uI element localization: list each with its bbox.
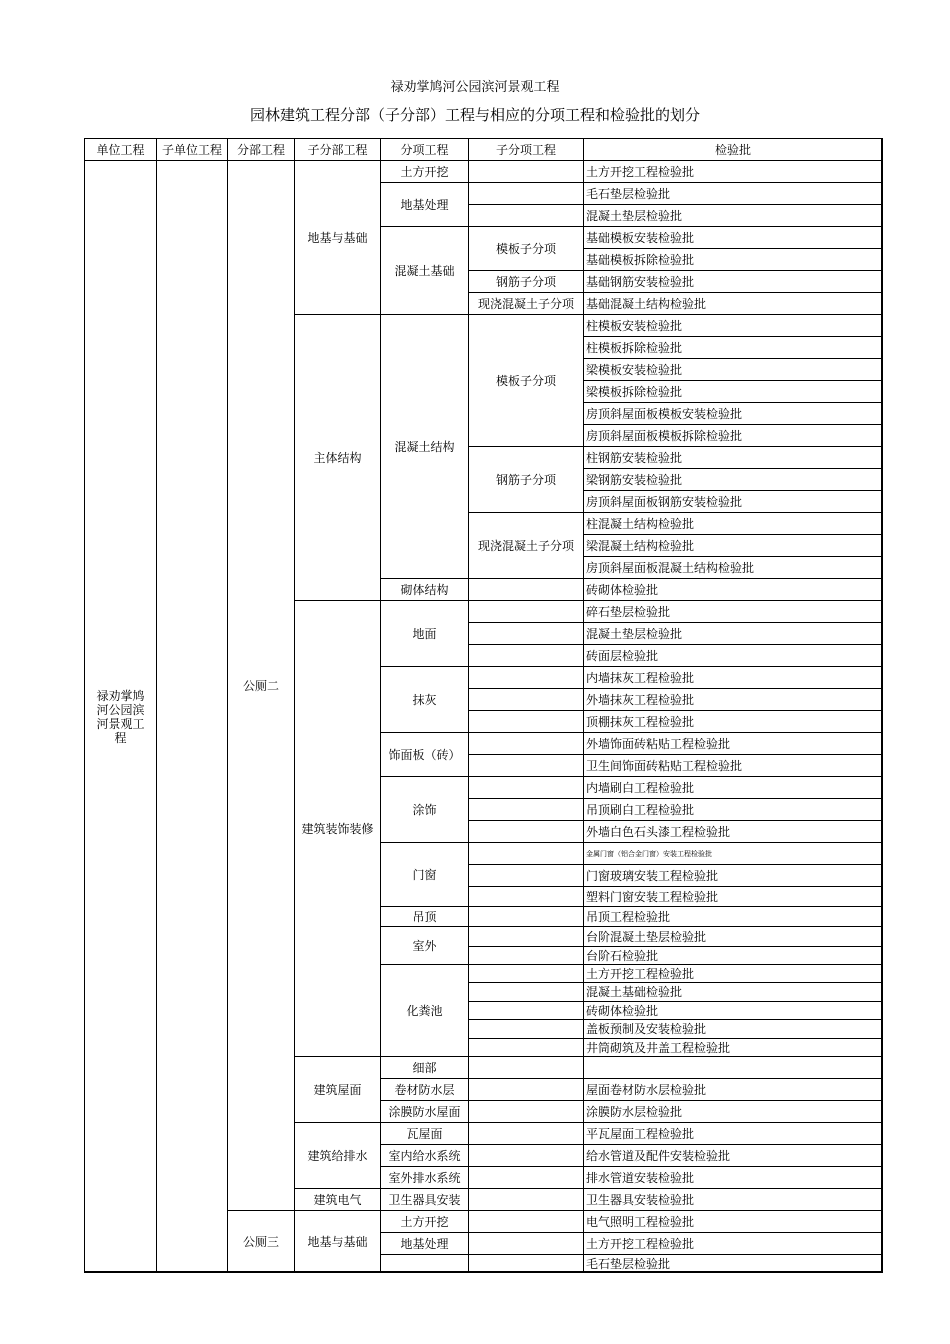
batch-cell: 土方开挖工程检验批 xyxy=(583,1232,883,1255)
item-cell: 室外 xyxy=(380,926,469,965)
division-cell: 公厕二 xyxy=(227,160,295,1211)
batch-cell: 卫生器具安装检验批 xyxy=(583,1188,883,1211)
item-cell: 地基处理 xyxy=(380,1232,469,1255)
header-unit: 单位工程 xyxy=(84,138,157,161)
subitem-cell: 钢筋子分项 xyxy=(468,446,584,513)
batch-cell: 屋面卷材防水层检验批 xyxy=(583,1078,883,1101)
subitem-cell xyxy=(468,982,584,1002)
header-subdivision: 子分部工程 xyxy=(294,138,381,161)
batch-cell: 盖板预制及安装检验批 xyxy=(583,1019,883,1039)
subitem-cell xyxy=(468,710,584,733)
item-cell: 饰面板（砖） xyxy=(380,732,469,777)
subitem-cell xyxy=(468,204,584,227)
batch-cell: 吊顶刷白工程检验批 xyxy=(583,798,883,821)
item-cell xyxy=(380,1254,469,1273)
subitem-cell xyxy=(468,886,584,907)
subitem-cell xyxy=(468,1210,584,1233)
item-cell: 卷材防水层 xyxy=(380,1078,469,1101)
item-cell: 抹灰 xyxy=(380,666,469,733)
subitem-cell xyxy=(468,864,584,887)
batch-cell: 台阶混凝土垫层检验批 xyxy=(583,926,883,947)
subitem-cell xyxy=(468,1254,584,1273)
item-cell: 土方开挖 xyxy=(380,160,469,183)
subitem-cell xyxy=(468,160,584,183)
batch-cell: 土方开挖工程检验批 xyxy=(583,160,883,183)
subitem-cell xyxy=(468,754,584,777)
batch-cell: 金属门窗（铝合金门窗）安装工程检验批 xyxy=(583,842,883,865)
batch-cell: 碎石垫层检验批 xyxy=(583,600,883,623)
subitem-cell xyxy=(468,926,584,947)
subitem-cell xyxy=(468,1038,584,1057)
subitem-cell xyxy=(468,1188,584,1211)
subitem-cell: 现浇混凝土子分项 xyxy=(468,512,584,579)
header-item: 分项工程 xyxy=(380,138,469,161)
batch-cell: 房顶斜屋面板钢筋安装检验批 xyxy=(583,490,883,513)
batch-cell: 房顶斜屋面板模板安装检验批 xyxy=(583,402,883,425)
subitem-cell xyxy=(468,666,584,689)
item-cell: 混凝土基础 xyxy=(380,226,469,315)
subitem-cell xyxy=(468,688,584,711)
batch-cell: 基础混凝土结构检验批 xyxy=(583,292,883,315)
subdivision-cell: 主体结构 xyxy=(294,314,381,601)
subitem-cell xyxy=(468,906,584,927)
subitem-cell: 模板子分项 xyxy=(468,314,584,447)
batch-cell: 柱模板拆除检验批 xyxy=(583,336,883,359)
batch-cell: 混凝土垫层检验批 xyxy=(583,622,883,645)
subitem-cell xyxy=(468,1100,584,1123)
subdivision-cell: 建筑装饰装修 xyxy=(294,600,381,1057)
item-cell: 门窗 xyxy=(380,842,469,907)
batch-cell: 内墙刷白工程检验批 xyxy=(583,776,883,799)
subitem-cell xyxy=(468,622,584,645)
subitem-cell xyxy=(468,842,584,865)
batch-cell: 排水管道安装检验批 xyxy=(583,1166,883,1189)
batch-cell: 混凝土基础检验批 xyxy=(583,982,883,1002)
subitem-cell: 钢筋子分项 xyxy=(468,270,584,293)
item-cell: 吊顶 xyxy=(380,906,469,927)
item-cell: 室外排水系统 xyxy=(380,1166,469,1189)
subitem-cell xyxy=(468,946,584,965)
item-cell: 化粪池 xyxy=(380,964,469,1057)
item-cell: 混凝土结构 xyxy=(380,314,469,579)
item-cell: 土方开挖 xyxy=(380,1210,469,1233)
document-title: 禄劝掌鸠河公园滨河景观工程 xyxy=(390,80,560,95)
header-batch: 检验批 xyxy=(583,138,883,161)
batch-cell: 外墙抹灰工程检验批 xyxy=(583,688,883,711)
header-subunit: 子单位工程 xyxy=(156,138,228,161)
subitem-cell xyxy=(468,964,584,983)
item-cell: 涂饰 xyxy=(380,776,469,843)
item-cell: 卫生器具安装 xyxy=(380,1188,469,1211)
subdivision-cell: 建筑屋面 xyxy=(294,1056,381,1123)
batch-cell: 外墙白色石头漆工程检验批 xyxy=(583,820,883,843)
batch-cell: 柱模板安装检验批 xyxy=(583,314,883,337)
subitem-cell xyxy=(468,578,584,601)
division-cell: 公厕三 xyxy=(227,1210,295,1273)
batch-cell: 砖砌体检验批 xyxy=(583,1001,883,1020)
subdivision-cell: 建筑给排水 xyxy=(294,1122,381,1189)
batch-cell: 梁模板拆除检验批 xyxy=(583,380,883,403)
subdivision-cell: 地基与基础 xyxy=(294,1210,381,1273)
batch-cell: 土方开挖工程检验批 xyxy=(583,964,883,983)
batch-cell: 电气照明工程检验批 xyxy=(583,1210,883,1233)
item-cell: 瓦屋面 xyxy=(380,1122,469,1145)
batch-cell: 房顶斜屋面板模板拆除检验批 xyxy=(583,424,883,447)
batch-cell: 台阶石检验批 xyxy=(583,946,883,965)
batch-cell: 吊顶工程检验批 xyxy=(583,906,883,927)
subitem-cell xyxy=(468,644,584,667)
batch-cell: 砖砌体检验批 xyxy=(583,578,883,601)
subitem-cell: 现浇混凝土子分项 xyxy=(468,292,584,315)
batch-cell: 基础模板拆除检验批 xyxy=(583,248,883,271)
batch-cell: 柱钢筋安装检验批 xyxy=(583,446,883,469)
subitem-cell xyxy=(468,1078,584,1101)
batch-cell: 混凝土垫层检验批 xyxy=(583,204,883,227)
subitem-cell xyxy=(468,600,584,623)
subdivision-cell: 地基与基础 xyxy=(294,160,381,315)
subitem-cell xyxy=(468,1232,584,1255)
subunit-project-cell xyxy=(156,160,228,1273)
batch-cell: 梁模板安装检验批 xyxy=(583,358,883,381)
subitem-cell xyxy=(468,1166,584,1189)
batch-cell: 井筒砌筑及井盖工程检验批 xyxy=(583,1038,883,1057)
batch-cell: 房顶斜屋面板混凝土结构检验批 xyxy=(583,556,883,579)
batch-cell: 毛石垫层检验批 xyxy=(583,1254,883,1273)
subitem-cell xyxy=(468,1001,584,1020)
subitem-cell xyxy=(468,798,584,821)
batch-cell: 顶棚抹灰工程检验批 xyxy=(583,710,883,733)
unit-project-cell: 禄劝掌鸠河公园滨河景观工程 xyxy=(84,160,157,1273)
subitem-cell xyxy=(468,732,584,755)
item-cell: 涂膜防水屋面 xyxy=(380,1100,469,1123)
batch-cell xyxy=(583,1056,883,1079)
batch-cell: 砖面层检验批 xyxy=(583,644,883,667)
batch-cell: 梁混凝土结构检验批 xyxy=(583,534,883,557)
batch-cell: 柱混凝土结构检验批 xyxy=(583,512,883,535)
subitem-cell xyxy=(468,776,584,799)
item-cell: 砌体结构 xyxy=(380,578,469,601)
subitem-cell xyxy=(468,1056,584,1079)
batch-cell: 基础钢筋安装检验批 xyxy=(583,270,883,293)
batch-cell: 塑料门窗安装工程检验批 xyxy=(583,886,883,907)
batch-cell: 门窗玻璃安装工程检验批 xyxy=(583,864,883,887)
batch-cell: 平瓦屋面工程检验批 xyxy=(583,1122,883,1145)
subitem-cell xyxy=(468,1019,584,1039)
subdivision-cell: 建筑电气 xyxy=(294,1188,381,1211)
batch-cell: 涂膜防水层检验批 xyxy=(583,1100,883,1123)
subitem-cell xyxy=(468,182,584,205)
batch-cell: 内墙抹灰工程检验批 xyxy=(583,666,883,689)
document-subtitle: 园林建筑工程分部（子分部）工程与相应的分项工程和检验批的划分 xyxy=(249,106,700,124)
batch-cell: 给水管道及配件安装检验批 xyxy=(583,1144,883,1167)
batch-cell: 外墙饰面砖粘贴工程检验批 xyxy=(583,732,883,755)
batch-cell: 毛石垫层检验批 xyxy=(583,182,883,205)
item-cell: 地基处理 xyxy=(380,182,469,227)
item-cell: 地面 xyxy=(380,600,469,667)
item-cell: 室内给水系统 xyxy=(380,1144,469,1167)
subitem-cell xyxy=(468,1144,584,1167)
item-cell: 细部 xyxy=(380,1056,469,1079)
header-subitem: 子分项工程 xyxy=(468,138,584,161)
batch-cell: 基础模板安装检验批 xyxy=(583,226,883,249)
header-division: 分部工程 xyxy=(227,138,295,161)
batch-cell: 梁钢筋安装检验批 xyxy=(583,468,883,491)
subitem-cell xyxy=(468,820,584,843)
subitem-cell xyxy=(468,1122,584,1145)
subitem-cell: 模板子分项 xyxy=(468,226,584,271)
batch-cell: 卫生间饰面砖粘贴工程检验批 xyxy=(583,754,883,777)
